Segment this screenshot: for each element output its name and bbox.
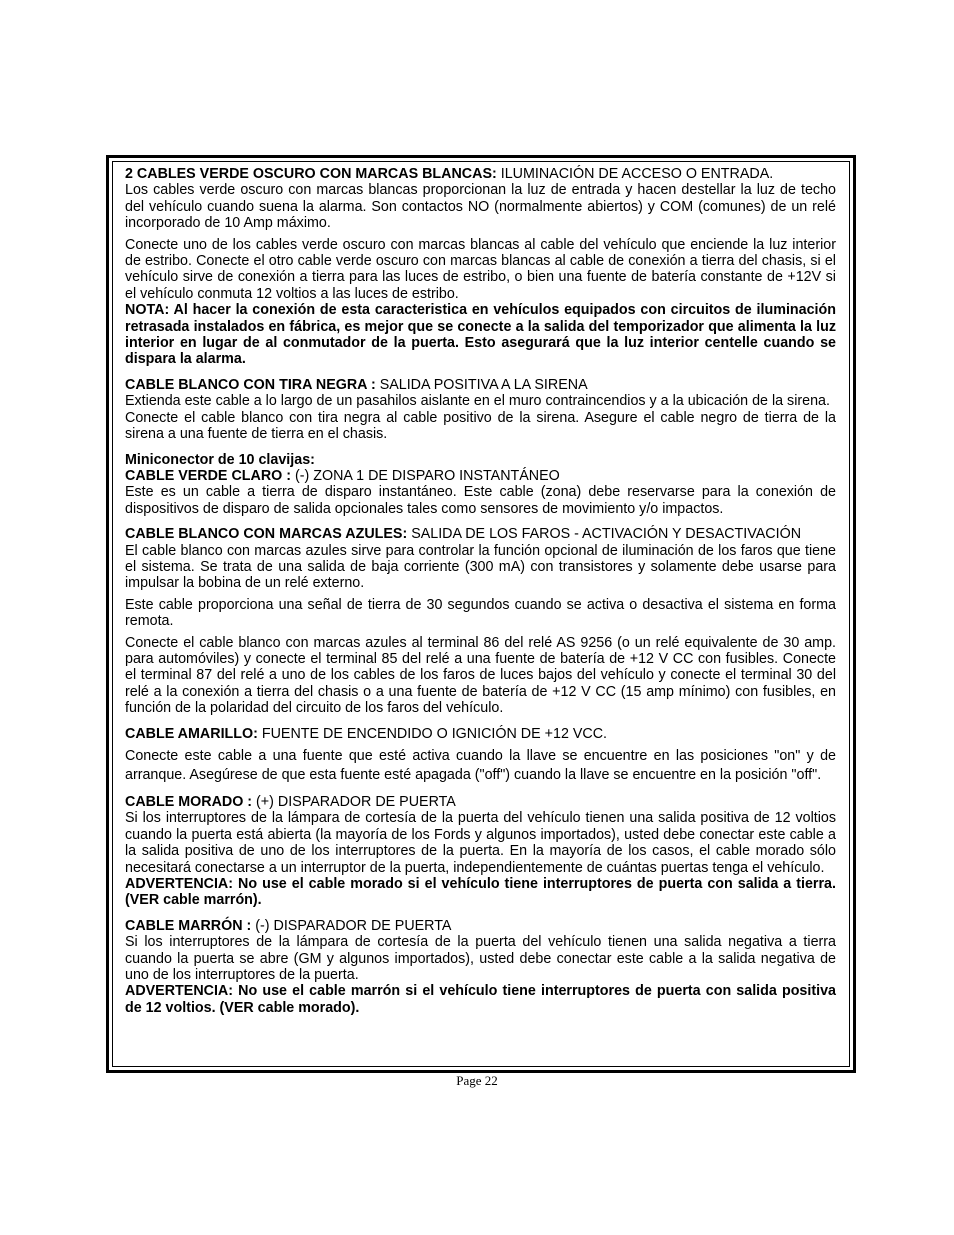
paragraph: Este es un cable a tierra de disparo instantáneo. Este cable (zona) debe reservarse para la conexión de dispositivos de disparo de salida opcionales tales como sensores de movimiento y/o impactos. [125,484,836,517]
section-heading-light-green: CABLE VERDE CLARO : (-) ZONA 1 DE DISPARO INSTANTÁNEO [125,467,560,484]
section-heading-white-black: CABLE BLANCO CON TIRA NEGRA : SALIDA POSITIVA A LA SIRENA [125,376,588,393]
warning-paragraph: ADVERTENCIA: No use el cable marrón si el vehículo tiene interruptores de puerta con salida positiva de 12 voltios. (VER cable morado). [125,983,836,1016]
paragraph: Conecte el cable blanco con tira negra al cable positivo de la sirena. Asegure el cable negro de tierra de la sirena a una fuente de tierra en el chasis. [125,409,836,443]
section-heading-yellow: CABLE AMARILLO: FUENTE DE ENCENDIDO O IGNICIÓN DE +12 VCC. [125,725,608,742]
paragraph: Los cables verde oscuro con marcas blancas proporcionan la luz de entrada y hacen destellar la luz de techo del vehículo cuando suena la alarma. Son contactos NO (normalmente abiertos) y COM (comunes) de un relé incorporado de 10 Amp máximo. [125,182,836,232]
paragraph: Conecte uno de los cables verde oscuro con marcas blancas al cable del vehículo que enciende la luz interior de estribo. Conecte el otro cable verde oscuro con marcas blancas al cable de conexión a tierra del chasis, si el vehículo sirve de conexión a tierra para las luces de estribo, o bien una fuente de batería constante de +12V si el vehículo conmuta 12 voltios a las luces de estribo. [125,236,836,302]
paragraph: Conecte este cable a una fuente que esté activa cuando la llave se encuentre en las posiciones "on" y de arranque. Asegúrese de que esta fuente esté apagada ("off") cuando la llave se encuentre en la posición "off". [125,748,836,783]
paragraph: Si los interruptores de la lámpara de cortesía de la puerta del vehículo tienen una salida positiva de 12 voltios cuando la puerta está abierta (la mayoría de los Fords y algunos importados), usted debe conectar este cable a la salida positiva de uno de los interruptores de la puerta. En la mayoría de los casos, el cable morado sólo necesitará conectarse a un interruptor de la puerta, independientemente de cuántas puertas tenga el vehículo. [125,810,836,876]
paragraph: El cable blanco con marcas azules sirve para controlar la función opcional de iluminación de los faros que tiene el sistema. Se trata de una salida de baja corriente (300 mA) con transistores y solamente debe usarse para impulsar la bobina de un relé externo. [125,542,836,592]
section-heading-white-blue: CABLE BLANCO CON MARCAS AZULES: SALIDA DE LOS FAROS - ACTIVACIÓN Y DESACTIVACIÓN [125,526,802,543]
section-heading-purple: CABLE MORADO : (+) DISPARADOR DE PUERTA [125,794,456,810]
warning-paragraph: ADVERTENCIA: No use el cable morado si el vehículo tiene interruptores de puerta con salida a tierra. (VER cable marrón). [125,876,836,909]
note-paragraph: NOTA: Al hacer la conexión de esta caracteristica en vehículos equipados con circuitos de iluminación retrasada instalados en fábrica, es mejor que se conecte a la salida del temporizador que alimenta la luz interior en lugar de al conmutador de la puerta. Esto asegurará que la luz interior centelle cuando se dispara la alarma. [125,302,836,368]
document-body [125,166,836,1016]
page-number: Page 22 [456,1073,498,1088]
connector-heading: Miniconector de 10 clavijas: [125,451,315,468]
paragraph: Si los interruptores de la lámpara de cortesía de la puerta del vehículo tienen una salida negativa a tierra cuando la puerta se abre (GM y algunos importados), usted debe conectar este cable a la salida negativa de uno de los interruptores de la puerta. [125,934,836,984]
paragraph: Este cable proporciona una señal de tierra de 30 segundos cuando se activa o desactiva el sistema en forma remota. [125,596,836,630]
paragraph: Conecte el cable blanco con marcas azules al terminal 86 del relé AS 9256 (o un relé equivalente de 30 amp. para automóviles) y conecte el terminal 85 del relé a una fuente de batería de +12 V CC con fusibles. Conecte el terminal 87 del relé a uno de los cables de los faros de luces bajos del vehículo y conecte el terminal 30 del relé a la conexión a tierra del chasis o a una fuente de batería de +12 V CC (15 amp mínimo) con fusibles, en función de la polaridad del circuito de los faros del vehículo. [125,634,836,717]
paragraph: Extienda este cable a lo largo de un pasahilos aislante en el muro contraincendios y a la ubicación de la sirena. [125,393,830,410]
section-heading-brown: CABLE MARRÓN : (-) DISPARADOR DE PUERTA [125,917,452,934]
content-frame [106,155,856,1073]
section-heading-green-dark: 2 CABLES VERDE OSCURO CON MARCAS BLANCAS: ILUMINACIÓN DE ACCESO O ENTRADA. [125,166,774,182]
